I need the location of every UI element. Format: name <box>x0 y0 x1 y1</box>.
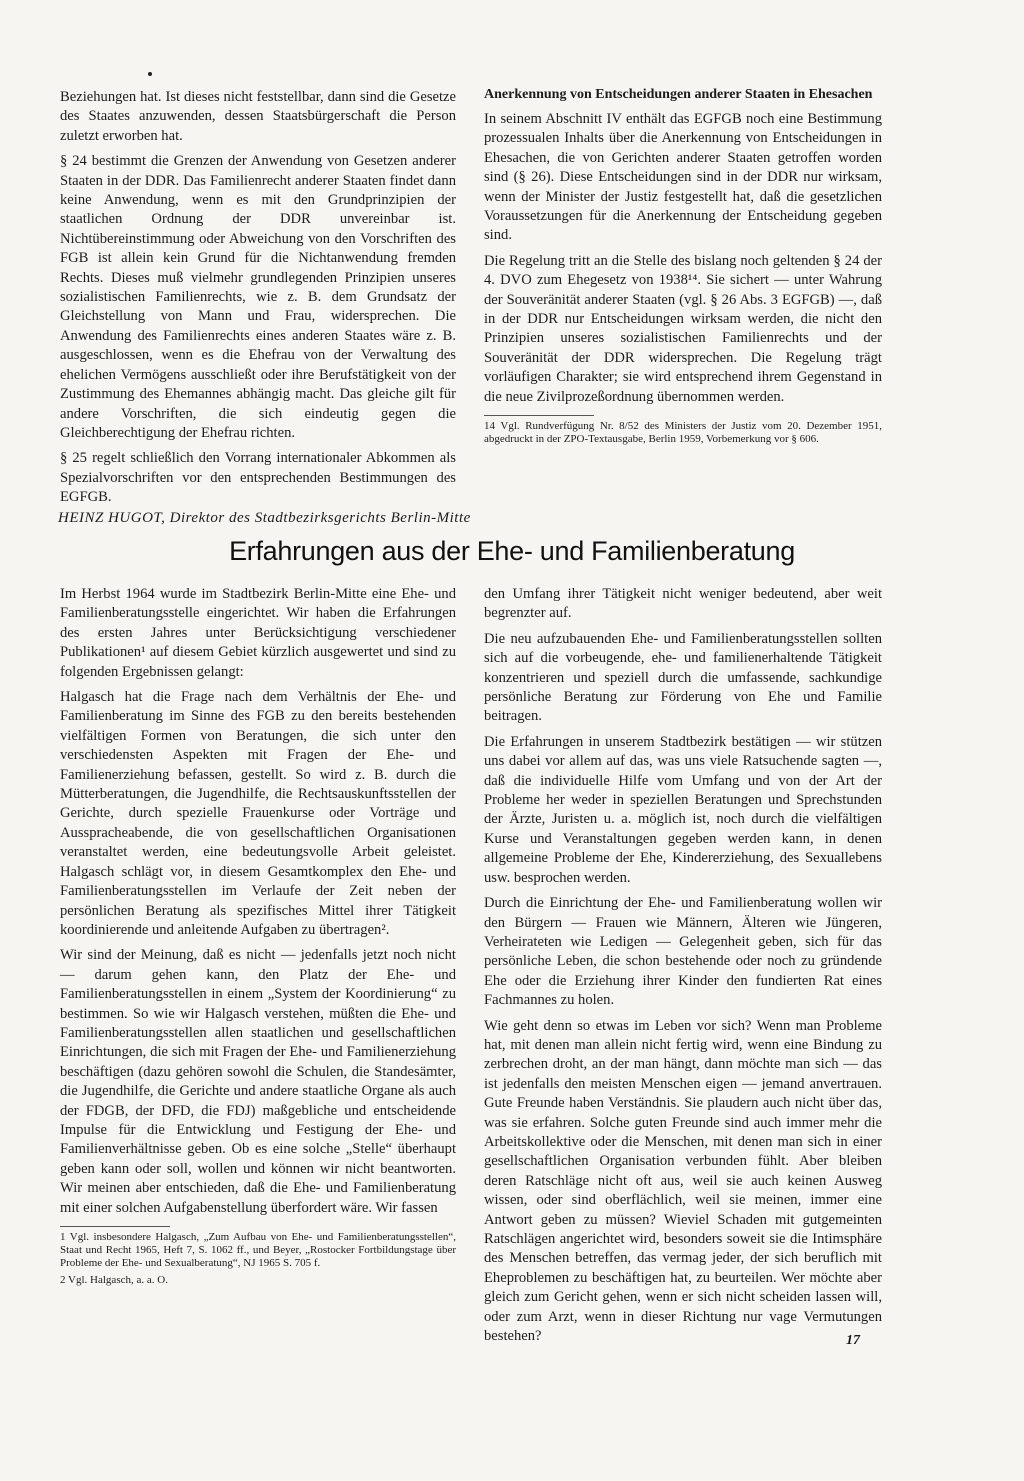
page-number: 17 <box>846 1333 860 1348</box>
paragraph: Die Erfahrungen in unserem Stadtbezirk bestätigen — wir stützen uns dabei vor allem auf das, was uns viele Ratsuchende sagten —, daß die individuelle Hilfe vom Umfang und von der Art der Probleme her weder in speziellen Beratungen und Sprechstunden der Ärzte, Juristen u. a. möglich ist, noch durch die vielfältigen Kurse und Veranstaltungen gegeben werden kann, in denen allgemeine Probleme der Ehe, Kindererziehung, des Sexuallebens usw. besprochen werden. <box>484 733 882 886</box>
paragraph: Die neu aufzubauenden Ehe- und Familienberatungsstellen sollten sich auf die vorbeugende, ehe- und familienerhaltende Tätigkeit konzentrieren und speziell durch die umfassende, sachkundige persönliche Beratung zur Förderung von Ehe und Familie beitragen. <box>484 630 882 725</box>
paragraph: In seinem Abschnitt IV enthält das EGFGB noch eine Bestimmung prozessualen Inhalts über die Anerkennung von Entscheidungen in Ehesachen, die von Gerichten anderer Staaten getroffen worden sind (§ 26). Diese Entscheidungen sind in der DDR nur wirksam, wenn der Minister der Justiz festgestellt hat, daß die gesetzlichen Voraussetzungen für die Anerkennung der Entscheidung gegeben sind. <box>484 111 882 244</box>
top-right-column <box>484 86 882 450</box>
article-title: Erfahrungen aus der Ehe- und Familienberatung <box>229 536 795 566</box>
article-right-column <box>484 585 882 1352</box>
paragraph: Durch die Einrichtung der Ehe- und Familienberatung wollen wir den Bürgern — Frauen wie Männern, Älteren wie Jüngeren, Verheirateten wie Ledigen — Gelegenheit geben, sich für das persönliche Leben, die schon bestehende oder noch zu gründende Ehe oder die Erziehung ihrer Kinder den fundierten Rat eines Fachmannes zu holen. <box>484 895 882 1009</box>
top-left-column <box>60 88 456 514</box>
paragraph: Halgasch hat die Frage nach dem Verhältnis der Ehe- und Familienberatung im Sinne des FGB zu den bereits bestehenden vielfältigen Formen von Beratungen, die sich unter den verschiedensten Aspekten mit Fragen der Ehe- und Familienerziehung befassen, gestellt. So wird z. B. durch die Mütterberatungen, die Jugendhilfe, die Rechtsauskunftsstellen der Gerichte, durch spezielle Frauenkurse oder Vorträge und Ausspracheabende, die von gesellschaftlichen Organisationen veranstaltet werden, eine bedeutungsvolle Arbeit geleistet. Halgasch schlägt vor, in diesem Gesamtkomplex den Ehe- und Familienberatungsstellen im Verlaufe der Zeit neben der persönlichen Beratung als spezifisches Mittel ihrer Tätigkeit koordinierende und anleitende Aufgaben zu übertragen². <box>60 689 456 938</box>
paragraph: Wir sind der Meinung, daß es nicht — jedenfalls jetzt noch nicht — darum gehen kann, den Platz der Ehe- und Familienberatungsstellen in einem „System der Koordinierung“ zu bestimmen. So wie wir Halgasch verstehen, müßten die Ehe- und Familienberatungsstellen allen staatlichen und gesellschaftlichen Einrichtungen, die sich mit Fragen der Ehe- und Familienerziehung beschäftigen (dazu gehören sowohl die Schulen, die Standesämter, die Jugendhilfe, die Gerichte und andere staatliche Organe als auch der FDGB, der DFD, die FDJ) maßgebliche und entscheidende Impulse für die Entwicklung und Festigung der Ehe- und Familienverhältnisse geben. Ob es eine solche „Stelle“ überhaupt geben kann oder soll, wollen und können wir nicht beantworten. Wir meinen aber entschieden, daß die Ehe- und Familienberatung mit einer solchen Aufgabenstellung überfordert wäre. Wir fassen <box>60 947 456 1216</box>
paragraph: § 24 bestimmt die Grenzen der Anwendung von Gesetzen anderer Staaten in der DDR. Das Familienrecht anderer Staaten findet dann keine Anwendung, wenn es mit den Grundprinzipien der staatlichen Ordnung der DDR unvereinbar ist. Nichtübereinstimmung oder Abweichung von den Vorschriften des FGB ist allein kein Grund für die Nichtanwendung fremden Rechts. Dieses muß vielmehr grundlegenden Prinzipien unseres sozialistischen Familienrechts, wie z. B. dem Grundsatz der Gleichstellung von Mann und Frau, widersprechen. Die Anwendung des Familienrechts eines anderen Staates wäre z. B. ausgeschlossen, wenn es die Ehefrau von der Verwaltung des ehelichen Vermögens ausschließt oder ihre Berufstätigkeit von der Zustimmung des Ehemannes abhängig macht. Das gleiche gilt für andere Vorschriften, die sich eindeutig gegen die Gleichberechtigung der Ehefrau richten. <box>60 153 456 441</box>
author-byline: HEINZ HUGOT, Direktor des Stadtbezirksgerichts Berlin-Mitte <box>58 510 471 526</box>
print-speck <box>148 72 152 76</box>
footnote-divider <box>484 415 594 416</box>
article-left-column <box>60 585 456 1290</box>
paragraph: Im Herbst 1964 wurde im Stadtbezirk Berlin-Mitte eine Ehe- und Familienberatungsstelle eingerichtet. Wir haben die Erfahrungen des ersten Jahres unter Berücksichtigung verschiedener Publikationen¹ auf diesem Gebiet kürzlich ausgewertet und sind zu folgenden Ergebnissen gelangt: <box>60 586 456 680</box>
paragraph: den Umfang ihrer Tätigkeit nicht weniger bedeutend, aber weit begrenzter auf. <box>484 586 882 622</box>
footnote: 14 Vgl. Rundverfügung Nr. 8/52 des Ministers der Justiz vom 20. Dezember 1951, abgedruckt in der ZPO-Textausgabe, Berlin 1959, Vorbemerkung vor § 606. <box>484 420 882 446</box>
paragraph: Wie geht denn so etwas im Leben vor sich? Wenn man Probleme hat, mit denen man allein nicht fertig wird, wenn eine Bindung zu zerbrechen droht, an der man hängt, dann möchte man sich — das ist jedenfalls den meisten Menschen eigen — jemand anvertrauen. Gute Freunde haben Verständnis. Sie plaudern auch nicht über das, was sie erfahren. Solche guten Freunde sind auch immer mehr die Arbeitskollektive oder die Menschen, mit denen man sich in einer gesellschaftlichen Organisation verbunden fühlt. Aber bleiben deren Ratschläge nicht oft aus, weil sie auch keinen Ausweg wissen, oder sind oberflächlich, weil sie meinen, immer eine Antwort geben zu müssen? Wieviel Schaden mit gutgemeinten Ratschlägen angerichtet wird, besonders soweit sie die Intimsphäre des Menschen betreffen, das vermag jeder, der sich beruflich mit Eheproblemen zu beschäftigen hat, zu beurteilen. Wer möchte aber gleich zum Gericht gehen, wenn er sich nicht scheiden lassen will, oder zum Arzt, wenn in dieser Richtung nur vage Vermutungen bestehen? <box>484 1017 882 1345</box>
section-heading: Anerkennung von Entscheidungen anderer Staaten in Ehesachen <box>484 87 873 102</box>
paragraph: Beziehungen hat. Ist dieses nicht feststellbar, dann sind die Gesetze des Staates anzuwenden, dessen Staatsbürgerschaft die Person zuletzt erworben hat. <box>60 89 456 144</box>
footnote-divider <box>60 1226 170 1227</box>
paragraph: Die Regelung tritt an die Stelle des bislang noch geltenden § 24 der 4. DVO zum Ehegesetz von 1938¹⁴. Sie sichert — unter Wahrung der Souveränität anderer Staaten (vgl. § 26 Abs. 3 EGFGB) —, daß in der DDR nur Entscheidungen wirksam werden, die nicht den Prinzipien unseres sozialistischen Familienrechts und der Souveränität der DDR widersprechen. Die Regelung trägt vorläufigen Charakter; sie wird entsprechend ihrem Gegenstand in die neue Zivilprozeßordnung übernommen werden. <box>484 252 882 405</box>
footnote: 2 Vgl. Halgasch, a. a. O. <box>60 1273 168 1286</box>
paragraph: § 25 regelt schließlich den Vorrang internationaler Abkommen als Spezialvorschriften vor den entsprechenden Bestimmungen des EGFGB. <box>60 450 456 506</box>
footnote: 1 Vgl. insbesondere Halgasch, „Zum Aufbau von Ehe- und Familienberatungsstellen“, Staat und Recht 1965, Heft 7, S. 1062 ff., und Beyer, „Rostocker Fortbildungstage über Probleme der Ehe- und Sexualberatung“, NJ 1965 S. 705 f. <box>60 1231 456 1270</box>
